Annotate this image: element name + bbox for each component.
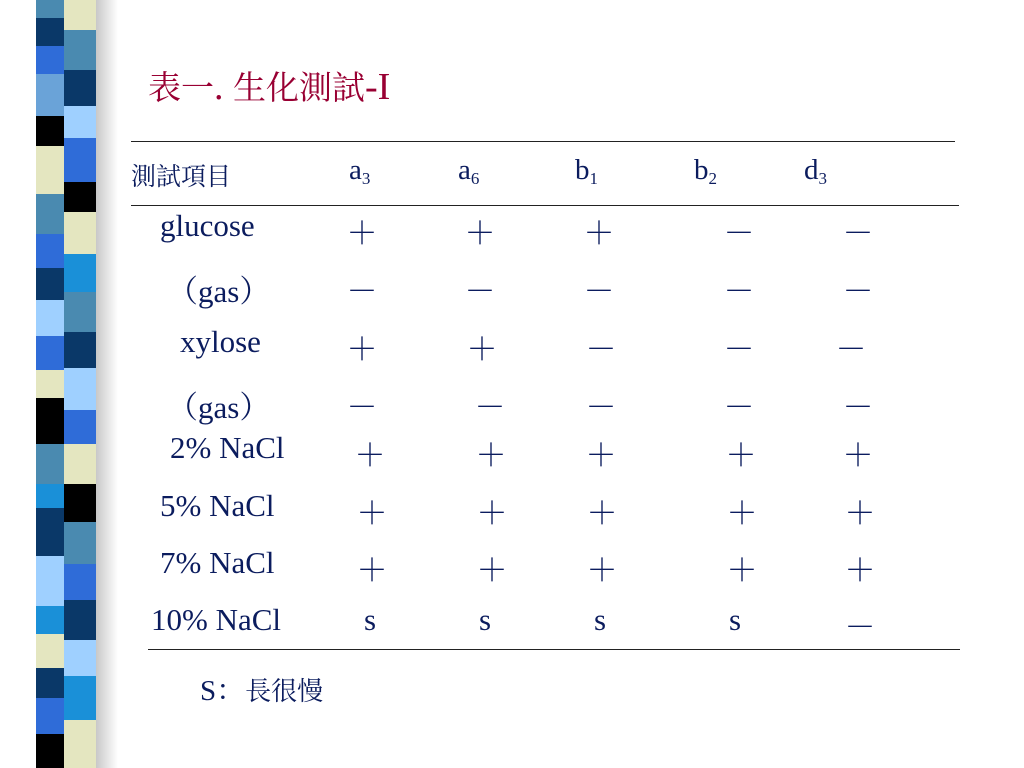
table-cell: － — [835, 332, 867, 367]
table-row — [131, 324, 961, 374]
table-cell: ＋ — [475, 438, 507, 473]
row-label: 10% NaCl — [151, 602, 282, 637]
table-cell: － — [474, 390, 506, 425]
table-row — [131, 488, 961, 538]
table-cell: － — [842, 216, 874, 251]
table-cell: － — [723, 390, 755, 425]
title-text: 生化測試 — [233, 68, 365, 107]
table-cell: ＋ — [725, 438, 757, 473]
table-cell: － — [842, 274, 874, 309]
table-cell: ＋ — [726, 553, 758, 588]
table-cell: ＋ — [476, 496, 508, 531]
table-cell: － — [346, 274, 378, 309]
table-cell: － — [585, 390, 617, 425]
table-cell: ＋ — [844, 553, 876, 588]
table-cell: s — [593, 602, 607, 637]
table-cell: ＋ — [346, 216, 378, 251]
table-cell: ＋ — [464, 216, 496, 251]
table-row — [131, 545, 961, 595]
table-cell: ＋ — [476, 553, 508, 588]
table-cell: ＋ — [356, 496, 388, 531]
table-cell: ＋ — [466, 332, 498, 367]
row-label: 2% NaCl — [170, 430, 285, 465]
table-cell: s — [363, 602, 377, 637]
title-separator: . — [214, 66, 233, 108]
table-cell: ＋ — [844, 496, 876, 531]
row-label: xylose — [180, 324, 261, 359]
table-header-row — [131, 154, 961, 200]
row-label: （gas） — [167, 274, 271, 309]
table-cell: － — [723, 274, 755, 309]
table-row — [131, 430, 961, 480]
row-label: glucose — [160, 208, 255, 243]
header-col-b2: $b_2$ — [694, 154, 717, 188]
table-cell: s — [478, 602, 492, 637]
header-col-b1: $b_1$ — [575, 154, 598, 188]
table-cell: － — [346, 390, 378, 425]
table-cell: － — [723, 216, 755, 251]
table-cell: ＋ — [586, 496, 618, 531]
table-row — [131, 208, 961, 258]
table-cell: ＋ — [356, 553, 388, 588]
header-label: 測試項目 — [131, 162, 232, 191]
table-cell: － — [844, 610, 876, 645]
header-col-d3: $d_3$ — [804, 154, 827, 188]
table-cell: ＋ — [583, 216, 615, 251]
table-cell: － — [842, 390, 874, 425]
strip-shadow — [96, 0, 118, 768]
row-label: 7% NaCl — [160, 545, 275, 580]
table-cell: ＋ — [586, 553, 618, 588]
footnote-key: S： — [200, 675, 246, 707]
footnote-text: 長很慢 — [245, 677, 324, 707]
header-bottom-rule — [131, 205, 959, 206]
title-table-number: 表一 — [148, 68, 214, 107]
table-row — [131, 266, 961, 316]
table-cell: － — [585, 332, 617, 367]
table-cell: － — [464, 274, 496, 309]
header-col-a3: $a_3$ — [349, 154, 371, 188]
table-row — [131, 602, 961, 652]
decorative-strip-inner — [64, 0, 98, 768]
row-label: （gas） — [167, 390, 271, 425]
title-suffix: -I — [365, 66, 391, 108]
table-cell: － — [583, 274, 615, 309]
table-cell: ＋ — [842, 438, 874, 473]
table-cell: ＋ — [726, 496, 758, 531]
table-cell: － — [723, 332, 755, 367]
table-top-rule — [131, 141, 955, 142]
footnote — [200, 668, 323, 709]
table-cell: ＋ — [346, 332, 378, 367]
table-cell: s — [728, 602, 742, 637]
row-label: 5% NaCl — [160, 488, 275, 523]
slide-title — [148, 62, 390, 109]
table-row — [131, 382, 961, 432]
table-cell: ＋ — [585, 438, 617, 473]
table-cell: ＋ — [354, 438, 386, 473]
header-col-a6: $a_6$ — [458, 154, 480, 188]
